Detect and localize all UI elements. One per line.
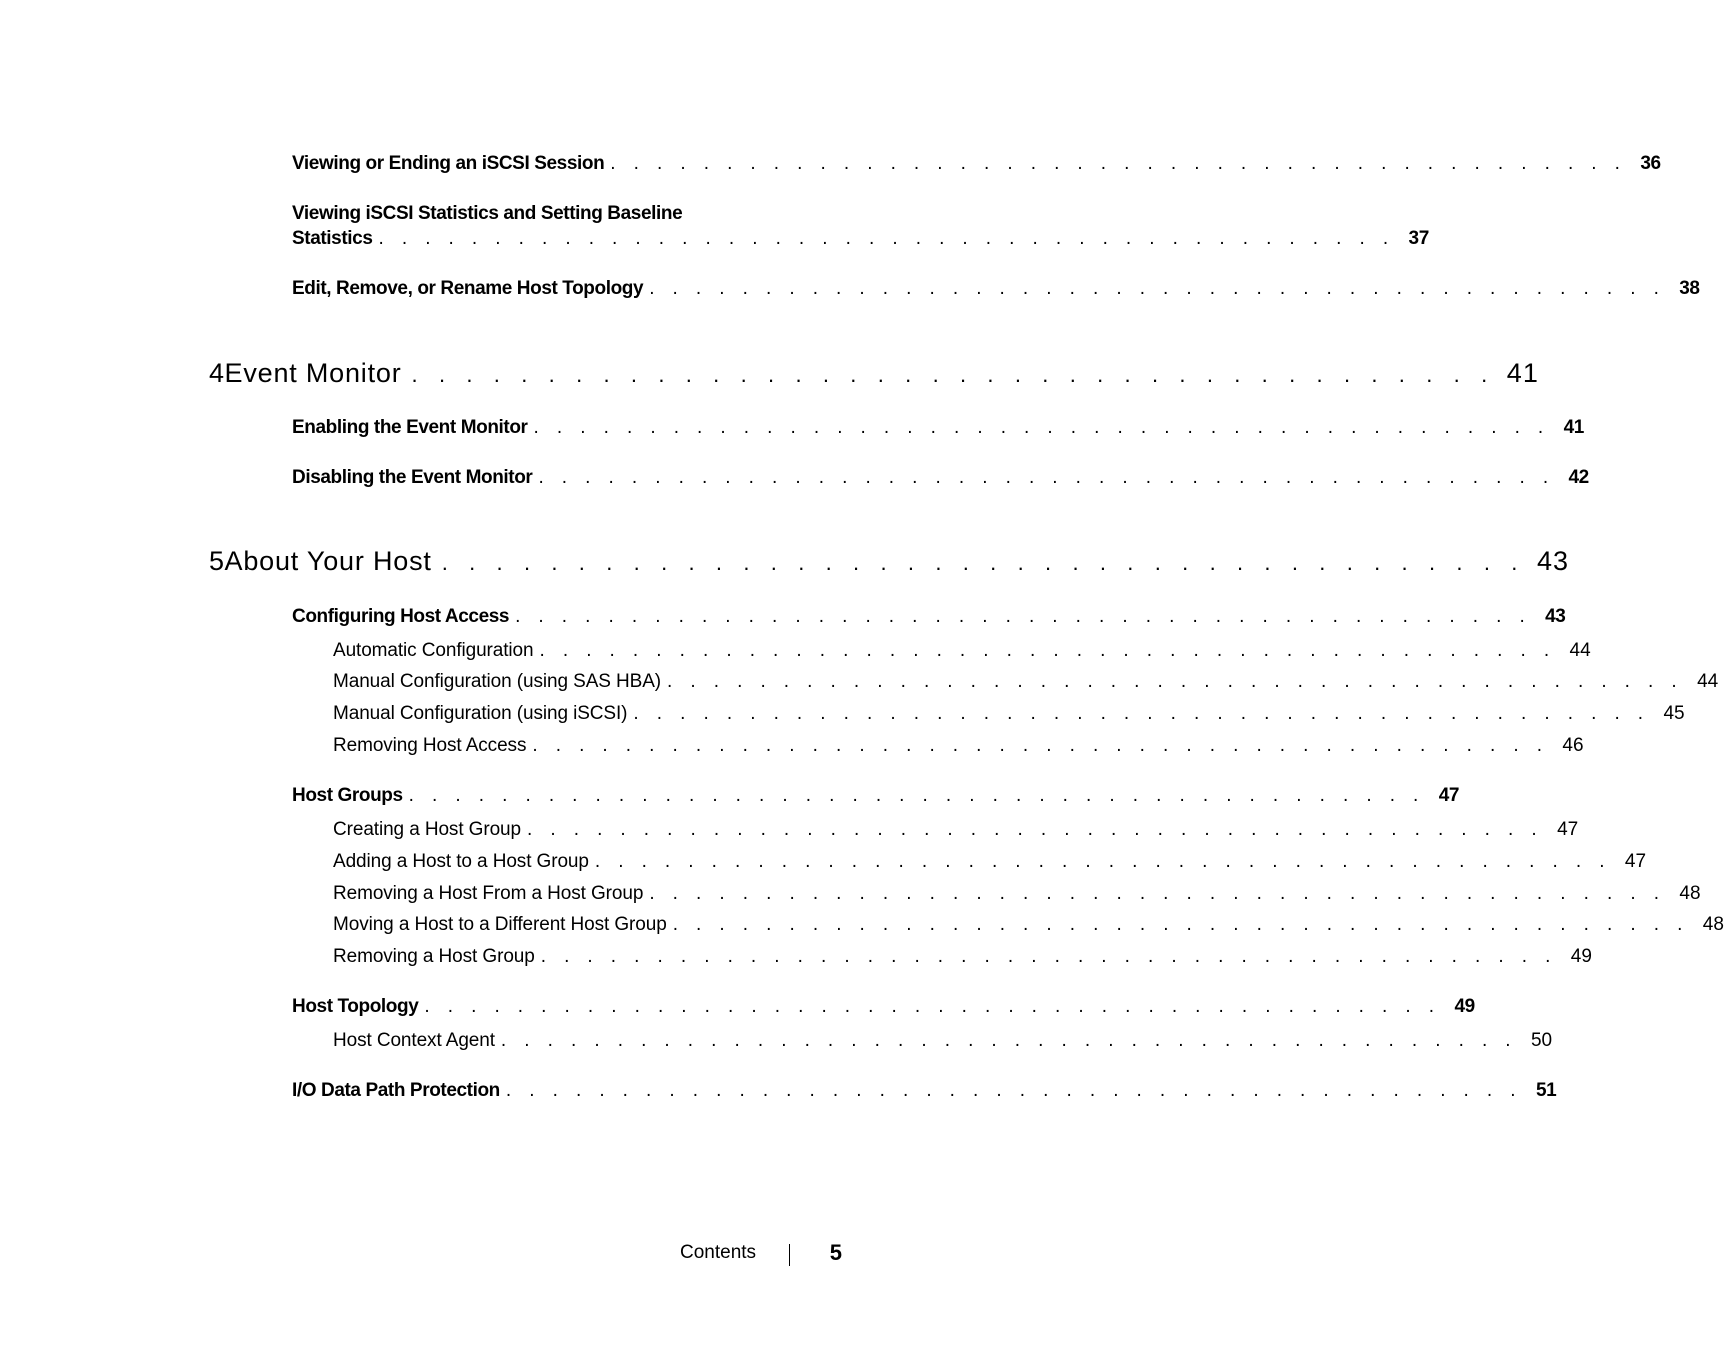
toc-entry-page: 44 bbox=[1569, 640, 1591, 661]
toc-entry-page: 47 bbox=[1438, 785, 1460, 806]
toc-entry-title: Manual Configuration (using SAS HBA) bbox=[333, 671, 662, 692]
toc-entry-page: 49 bbox=[1454, 996, 1475, 1017]
toc-subentry[interactable] bbox=[333, 1030, 1553, 1056]
toc-entry-page: 42 bbox=[1568, 467, 1589, 488]
dot-leader: . . . . . . . . . . . . . . . . . . . . . . . . . . . . . . . . . . . . . . . . . . . . bbox=[649, 278, 1666, 299]
toc-entry-page: 51 bbox=[1535, 1080, 1557, 1101]
footer-label: Contents bbox=[680, 1242, 757, 1263]
dot-leader: . . . . . . . . . . . . . . . . . . . . . . . . . . . . . . . . . . . . . . . . . . . . bbox=[610, 153, 1627, 174]
toc-entry-title: Automatic Configuration bbox=[333, 640, 534, 661]
toc-entry[interactable] bbox=[292, 203, 1429, 255]
dot-leader: . . . . . . . . . . . . . . . . . . . . . . . . . . . . . . . . . . . . . . . . . . . . bbox=[672, 914, 1689, 935]
dot-leader: . . . . . . . . . . . . . . . . . . . . . . . . . . . . . . . . . . . . . . . . . . . . bbox=[378, 228, 1395, 249]
toc-subentry[interactable] bbox=[333, 914, 1724, 940]
toc-entry-title: Moving a Host to a Different Host Group bbox=[333, 914, 667, 935]
toc-entry[interactable] bbox=[292, 278, 1700, 304]
dot-leader: . . . . . . . . . . . . . . . . . . . . . . . . . . . . . . . . . . . . . . . . . . . . bbox=[594, 851, 1611, 872]
dot-leader: . . . . . . . . . . . . . . . . . . . . . . . . . . . . . . . . . . . . . . . . . . . . bbox=[515, 606, 1532, 627]
toc-entry[interactable] bbox=[292, 153, 1661, 179]
chapter-title: Event Monitor bbox=[224, 358, 402, 388]
toc-entry[interactable] bbox=[292, 1080, 1557, 1106]
toc-entry-title: I/O Data Path Protection bbox=[292, 1080, 500, 1101]
page-footer bbox=[600, 1240, 842, 1270]
dot-leader: . . . . . . . . . . . . . . . . . . . . . . . . . . . . . . . . . . . . . . . . . . . . bbox=[532, 735, 1549, 756]
chapter-title: About Your Host bbox=[224, 546, 432, 576]
dot-leader: . . . . . . . . . . . . . . . . . . . . . . . . . . . . . . . . . . . . . . . . bbox=[441, 550, 1525, 575]
toc-subentry[interactable] bbox=[333, 703, 1685, 729]
dot-leader: . . . . . . . . . . . . . . . . . . . . . . . . . . . . . . . . . . . . . . . . . . . . bbox=[667, 671, 1684, 692]
toc-subentry[interactable] bbox=[333, 671, 1719, 697]
toc-entry-page: 44 bbox=[1697, 671, 1719, 692]
toc-entry-title: Adding a Host to a Host Group bbox=[333, 851, 589, 872]
toc-entry-title: Edit, Remove, or Rename Host Topology bbox=[292, 278, 644, 299]
toc-entry-page: 49 bbox=[1570, 946, 1592, 967]
toc-entry-page: 43 bbox=[1545, 606, 1566, 627]
chapter-number: 5 bbox=[209, 546, 225, 576]
toc-entry-page: 37 bbox=[1408, 228, 1429, 249]
dot-leader: . . . . . . . . . . . . . . . . . . . . . . . . . . . . . . . . . . . . . . . . bbox=[411, 362, 1495, 387]
toc-entry-page: 50 bbox=[1530, 1030, 1553, 1051]
toc-entry-page: 38 bbox=[1679, 278, 1700, 299]
dot-leader: . . . . . . . . . . . . . . . . . . . . . . . . . . . . . . . . . . . . . . . . . . . . bbox=[538, 467, 1555, 488]
dot-leader: . . . . . . . . . . . . . . . . . . . . . . . . . . . . . . . . . . . . . . . . . . . . bbox=[649, 883, 1666, 904]
toc-subentry[interactable] bbox=[333, 735, 1584, 761]
toc-entry-page: 45 bbox=[1663, 703, 1685, 724]
chapter-page: 41 bbox=[1506, 358, 1539, 388]
toc-entry[interactable] bbox=[292, 467, 1589, 493]
toc-entry-title: Disabling the Event Monitor bbox=[292, 467, 533, 488]
dot-leader: . . . . . . . . . . . . . . . . . . . . . . . . . . . . . . . . . . . . . . . . . . . . bbox=[408, 785, 1425, 806]
dot-leader: . . . . . . . . . . . . . . . . . . . . . . . . . . . . . . . . . . . . . . . . . . . . bbox=[424, 996, 1441, 1017]
toc-entry-page: 48 bbox=[1702, 914, 1724, 935]
dot-leader: . . . . . . . . . . . . . . . . . . . . . . . . . . . . . . . . . . . . . . . . . . . . bbox=[505, 1080, 1522, 1101]
toc-entry-page: 47 bbox=[1624, 851, 1647, 872]
toc-entry[interactable] bbox=[292, 417, 1584, 443]
dot-leader: . . . . . . . . . . . . . . . . . . . . . . . . . . . . . . . . . . . . . . . . . . . . bbox=[540, 946, 1557, 967]
toc-entry-title: Removing a Host Group bbox=[333, 946, 535, 967]
toc-entry-title: Manual Configuration (using iSCSI) bbox=[333, 703, 628, 724]
chapter-page: 43 bbox=[1536, 546, 1570, 576]
toc-entry-page: 46 bbox=[1562, 735, 1584, 756]
toc-entry[interactable] bbox=[292, 606, 1566, 632]
toc-entry-title: Host Groups bbox=[292, 785, 403, 806]
toc-entry-title: Statistics bbox=[292, 228, 373, 249]
chapter-heading[interactable] bbox=[209, 546, 1570, 582]
dot-leader: . . . . . . . . . . . . . . . . . . . . . . . . . . . . . . . . . . . . . . . . . . . . bbox=[500, 1030, 1517, 1051]
toc-entry-title: Host Context Agent bbox=[333, 1030, 495, 1051]
toc-entry-title: Configuring Host Access bbox=[292, 606, 510, 627]
toc-entry-title: Viewing or Ending an iSCSI Session bbox=[292, 153, 605, 174]
toc-entry-page: 48 bbox=[1679, 883, 1701, 904]
dot-leader: . . . . . . . . . . . . . . . . . . . . . . . . . . . . . . . . . . . . . . . . . . . . bbox=[533, 417, 1550, 438]
chapter-number: 4 bbox=[209, 358, 225, 388]
toc-entry-page: 41 bbox=[1563, 417, 1584, 438]
toc-entry-title: Removing Host Access bbox=[333, 735, 527, 756]
toc-subentry[interactable] bbox=[333, 946, 1592, 972]
toc-entry[interactable] bbox=[292, 785, 1460, 811]
toc-entry-title: Removing a Host From a Host Group bbox=[333, 883, 644, 904]
toc-entry-page: 36 bbox=[1640, 153, 1661, 174]
footer-page-number: 5 bbox=[829, 1240, 842, 1265]
toc-subentry[interactable] bbox=[333, 819, 1579, 845]
toc-subentry[interactable] bbox=[333, 640, 1591, 666]
toc-entry-title: Creating a Host Group bbox=[333, 819, 521, 840]
toc-entry-title: Enabling the Event Monitor bbox=[292, 417, 528, 438]
toc-entry-title-line1: Viewing iSCSI Statistics and Setting Baseline bbox=[292, 203, 683, 224]
toc-entry[interactable] bbox=[292, 996, 1475, 1022]
footer-divider bbox=[789, 1244, 790, 1266]
dot-leader: . . . . . . . . . . . . . . . . . . . . . . . . . . . . . . . . . . . . . . . . . . . . bbox=[539, 640, 1556, 661]
toc-subentry[interactable] bbox=[333, 851, 1647, 877]
toc-entry-title: Host Topology bbox=[292, 996, 419, 1017]
toc-subentry[interactable] bbox=[333, 883, 1701, 909]
chapter-heading[interactable] bbox=[209, 358, 1539, 394]
dot-leader: . . . . . . . . . . . . . . . . . . . . . . . . . . . . . . . . . . . . . . . . . . . . bbox=[633, 703, 1650, 724]
dot-leader: . . . . . . . . . . . . . . . . . . . . . . . . . . . . . . . . . . . . . . . . . . . . bbox=[527, 819, 1544, 840]
toc-entry-page: 47 bbox=[1557, 819, 1579, 840]
